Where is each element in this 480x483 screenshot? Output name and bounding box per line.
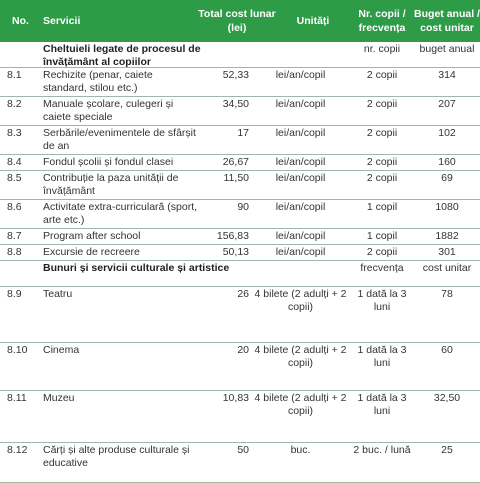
row-copii: 1 dată la 3 luni [357, 288, 407, 313]
row-cost: 10,83 [222, 392, 249, 404]
row-copii: 1 dată la 3 luni [357, 392, 407, 417]
row-unit: 4 bilete (2 adulți + 2 copii) [254, 288, 347, 313]
row-cost: 20 [237, 344, 249, 356]
row-unit: buc. [290, 444, 311, 456]
row-cost: 26,67 [222, 156, 249, 168]
section-copii: frecvența [360, 262, 404, 274]
row-service: Contribuție la paza unității de învățământ [43, 172, 179, 197]
row-copii: 1 copil [366, 201, 398, 213]
header-buget: Buget anual / cost unitar [414, 8, 480, 34]
section-copii: nr. copii [363, 43, 401, 55]
table-row [0, 68, 480, 97]
row-buget: 207 [438, 98, 456, 110]
row-copii: 1 dată la 3 luni [357, 344, 407, 369]
row-cost: 26 [237, 288, 249, 300]
row-unit: lei/an/copil [275, 230, 326, 242]
row-buget: 25 [441, 444, 453, 456]
row-copii: 2 copii [366, 98, 398, 110]
row-buget: 1080 [435, 201, 459, 213]
row-copii: 2 copii [366, 69, 398, 81]
section-no [0, 261, 40, 286]
section-no [0, 42, 40, 67]
section-title: Bunuri și servicii culturale și artistice [43, 262, 230, 274]
section-title: Cheltuieli legate de procesul de învățământ al copiilor [43, 43, 201, 68]
table-row [0, 155, 480, 171]
row-service: Teatru [43, 288, 73, 300]
row-service: Serbările/evenimentele de sfârșit de an [43, 127, 196, 152]
header-unitati: Unități [296, 14, 330, 27]
row-buget: 32,50 [433, 392, 461, 404]
row-copii: 2 copii [366, 172, 398, 184]
row-unit: 4 bilete (2 adulți + 2 copii) [254, 344, 347, 369]
table-row [0, 391, 480, 443]
row-number: 8.11 [7, 392, 27, 404]
header-no: No. [12, 14, 29, 27]
row-number: 8.1 [7, 69, 22, 81]
section-buget: buget anual [419, 43, 475, 55]
row-buget: 301 [438, 246, 456, 258]
row-cost: 50 [237, 444, 249, 456]
row-copii: 1 copil [366, 230, 398, 242]
row-number: 8.7 [7, 230, 22, 242]
row-copii: 2 copii [366, 127, 398, 139]
row-buget: 78 [441, 288, 453, 300]
row-cost: 11,50 [223, 172, 249, 184]
row-number: 8.12 [7, 444, 28, 456]
row-number: 8.10 [7, 344, 28, 356]
table-row [0, 171, 480, 200]
section-buget: cost unitar [422, 262, 472, 274]
table-row [0, 287, 480, 343]
row-service: Excursie de recreere [43, 246, 140, 258]
table-row [0, 245, 480, 261]
row-unit: lei/an/copil [275, 98, 326, 110]
row-copii: 2 copii [366, 246, 398, 258]
row-number: 8.8 [7, 246, 22, 258]
row-buget: 60 [441, 344, 453, 356]
row-unit: 4 bilete (2 adulți + 2 copii) [254, 392, 347, 417]
row-unit: lei/an/copil [275, 156, 326, 168]
row-copii: 2 buc. / lună [353, 444, 411, 456]
row-unit: lei/an/copil [275, 69, 326, 81]
row-number: 8.9 [7, 288, 22, 300]
row-buget: 69 [441, 172, 453, 184]
row-service: Cărți și alte produse culturale și educative [43, 444, 190, 469]
row-number: 8.2 [7, 98, 22, 110]
row-cost: 34,50 [222, 98, 249, 110]
row-unit: lei/an/copil [275, 127, 326, 139]
row-unit: lei/an/copil [275, 201, 326, 213]
table-row [0, 443, 480, 483]
header-servicii: Servicii [43, 14, 81, 27]
table-row [0, 200, 480, 229]
table-row [0, 229, 480, 245]
row-cost: 50,13 [222, 246, 249, 258]
row-unit: lei/an/copil [275, 246, 326, 258]
table-row [0, 97, 480, 126]
row-unit: lei/an/copil [275, 172, 326, 184]
row-cost: 52,33 [222, 69, 249, 81]
row-service: Fondul școlii și fondul clasei [43, 156, 174, 168]
section-row-culturale [0, 261, 480, 287]
row-service: Cinema [43, 344, 80, 356]
row-service: Program after school [43, 230, 141, 242]
row-cost: 17 [237, 127, 249, 139]
row-buget: 1882 [435, 230, 459, 242]
row-buget: 160 [438, 156, 456, 168]
row-service: Activitate extra-curriculară (sport, arte etc.) [43, 201, 198, 226]
table-row [0, 343, 480, 391]
row-buget: 102 [438, 127, 456, 139]
row-service: Muzeu [43, 392, 75, 404]
section-unit [250, 42, 350, 67]
row-number: 8.3 [7, 127, 22, 139]
section-unit [250, 261, 350, 286]
header-cost: Total cost lunar (lei) [198, 8, 276, 34]
row-number: 8.4 [7, 156, 22, 168]
row-cost: 156,83 [216, 230, 249, 242]
row-cost: 90 [237, 201, 249, 213]
row-number: 8.5 [7, 172, 22, 184]
row-service: Manuale școlare, culegeri și caiete speciale [43, 98, 174, 123]
section-row-invatamant [0, 42, 480, 68]
header-copii: Nr. copii / frecvența [358, 8, 406, 34]
row-buget: 314 [438, 69, 456, 81]
row-copii: 2 copii [366, 156, 398, 168]
row-service: Rechizite (penar, caiete standard, stilou etc.) [43, 69, 153, 94]
row-number: 8.6 [7, 201, 22, 213]
table-header [0, 0, 480, 42]
table-row [0, 126, 480, 155]
